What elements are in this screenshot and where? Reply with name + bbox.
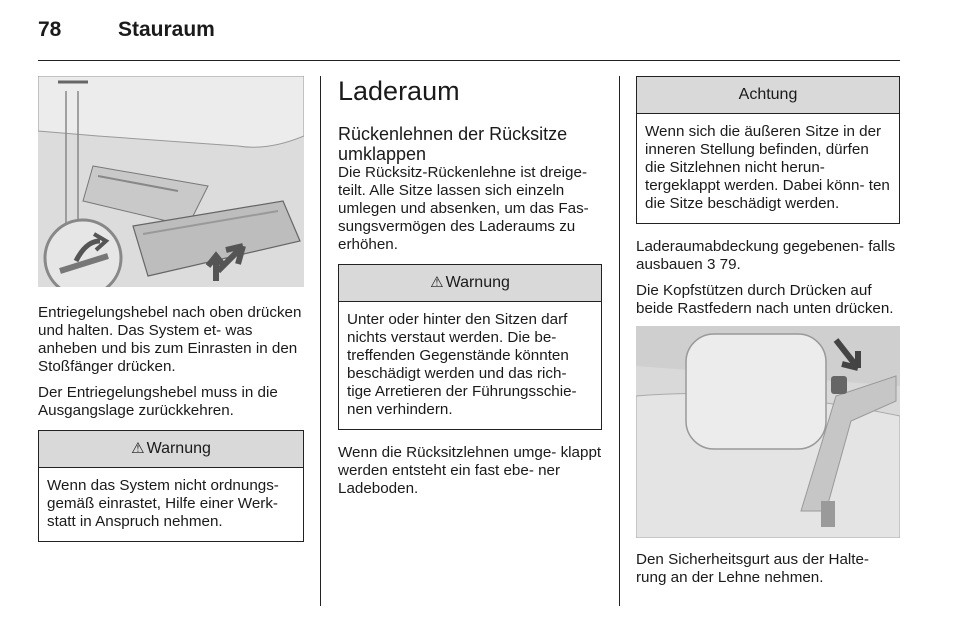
page-reference-link[interactable]: 3 79. [706, 256, 741, 273]
seat-headrest-drawing [636, 326, 900, 538]
column-divider-left [320, 76, 321, 606]
intro-paragraph: Die Rücksitz-Rückenlehne ist dreige- teilt. Alle Sitze lassen sich einzeln umlegen und absenken, um das Fas- sungsvermögen des Laderaums zu erhöhen. [338, 164, 589, 253]
instruction-paragraph-1: Entriegelungshebel nach oben drücken und halten. Das System et- was anheben und bis zum Einrasten in den Stoßfänger drücken. [38, 304, 302, 375]
section-heading: Laderaum [338, 76, 460, 106]
instruction-paragraph-2: Der Entriegelungshebel muss in die Ausgangslage zurückkehren. [38, 384, 278, 419]
warning-box-1-header [39, 431, 303, 468]
warning-box-1-text: Wenn das System nicht ordnungs- gemäß einrastet, Hilfe einer Werk- statt in Anspruch nehmen. [47, 477, 279, 530]
illustration-seat-headrest [636, 326, 900, 538]
cover-paragraph [636, 238, 900, 274]
belt-paragraph: Den Sicherheitsgurt aus der Halte- rung an der Lehne nehmen. [636, 551, 869, 586]
rear-carrier-drawing [38, 76, 304, 287]
warning-icon: ⚠ [131, 440, 145, 457]
column-3 [636, 76, 900, 595]
caution-box-text: Wenn sich die äußeren Sitze in der inneren Stellung befinden, dürfen die Sitzlehnen nicht herun- tergeklappt werden. Dabei könn- ten die Sitze beschädigt werden. [645, 123, 890, 212]
column-1 [38, 76, 304, 556]
header-rule [38, 60, 900, 61]
subsection-heading: Rückenlehnen der Rücksitze umklappen [338, 124, 568, 164]
flat-floor-paragraph: Wenn die Rücksitzlehnen umge- klappt werden entsteht ein fast ebe- ner Ladeboden. [338, 444, 602, 497]
column-2 [338, 76, 602, 506]
warning-icon: ⚠ [430, 274, 444, 291]
caution-box [636, 76, 900, 224]
page-number: 78 [38, 18, 62, 41]
cover-paragraph-text: Laderaumabdeckung gegebenen- falls ausbauen [636, 238, 896, 273]
caution-box-header: Achtung [637, 77, 899, 114]
warning-box-1 [38, 430, 304, 542]
column-divider-right [619, 76, 620, 606]
warning-title: Warnung [445, 274, 510, 291]
illustration-rear-carrier [38, 76, 304, 287]
headrest-paragraph: Die Kopfstützen durch Drücken auf beide Rastfedern nach unten drücken. [636, 282, 894, 317]
section-title: Stauraum [118, 18, 215, 41]
warning-title: Warnung [146, 440, 211, 457]
warning-box-2-text: Unter oder hinter den Sitzen darf nichts verstaut werden. Die be- treffenden Gegenstände könnten beschädigt werden und das rich- tige Arretieren der Führungsschie- nen verhindern. [347, 311, 577, 418]
warning-box-2 [338, 264, 602, 430]
warning-box-2-header [339, 265, 601, 302]
